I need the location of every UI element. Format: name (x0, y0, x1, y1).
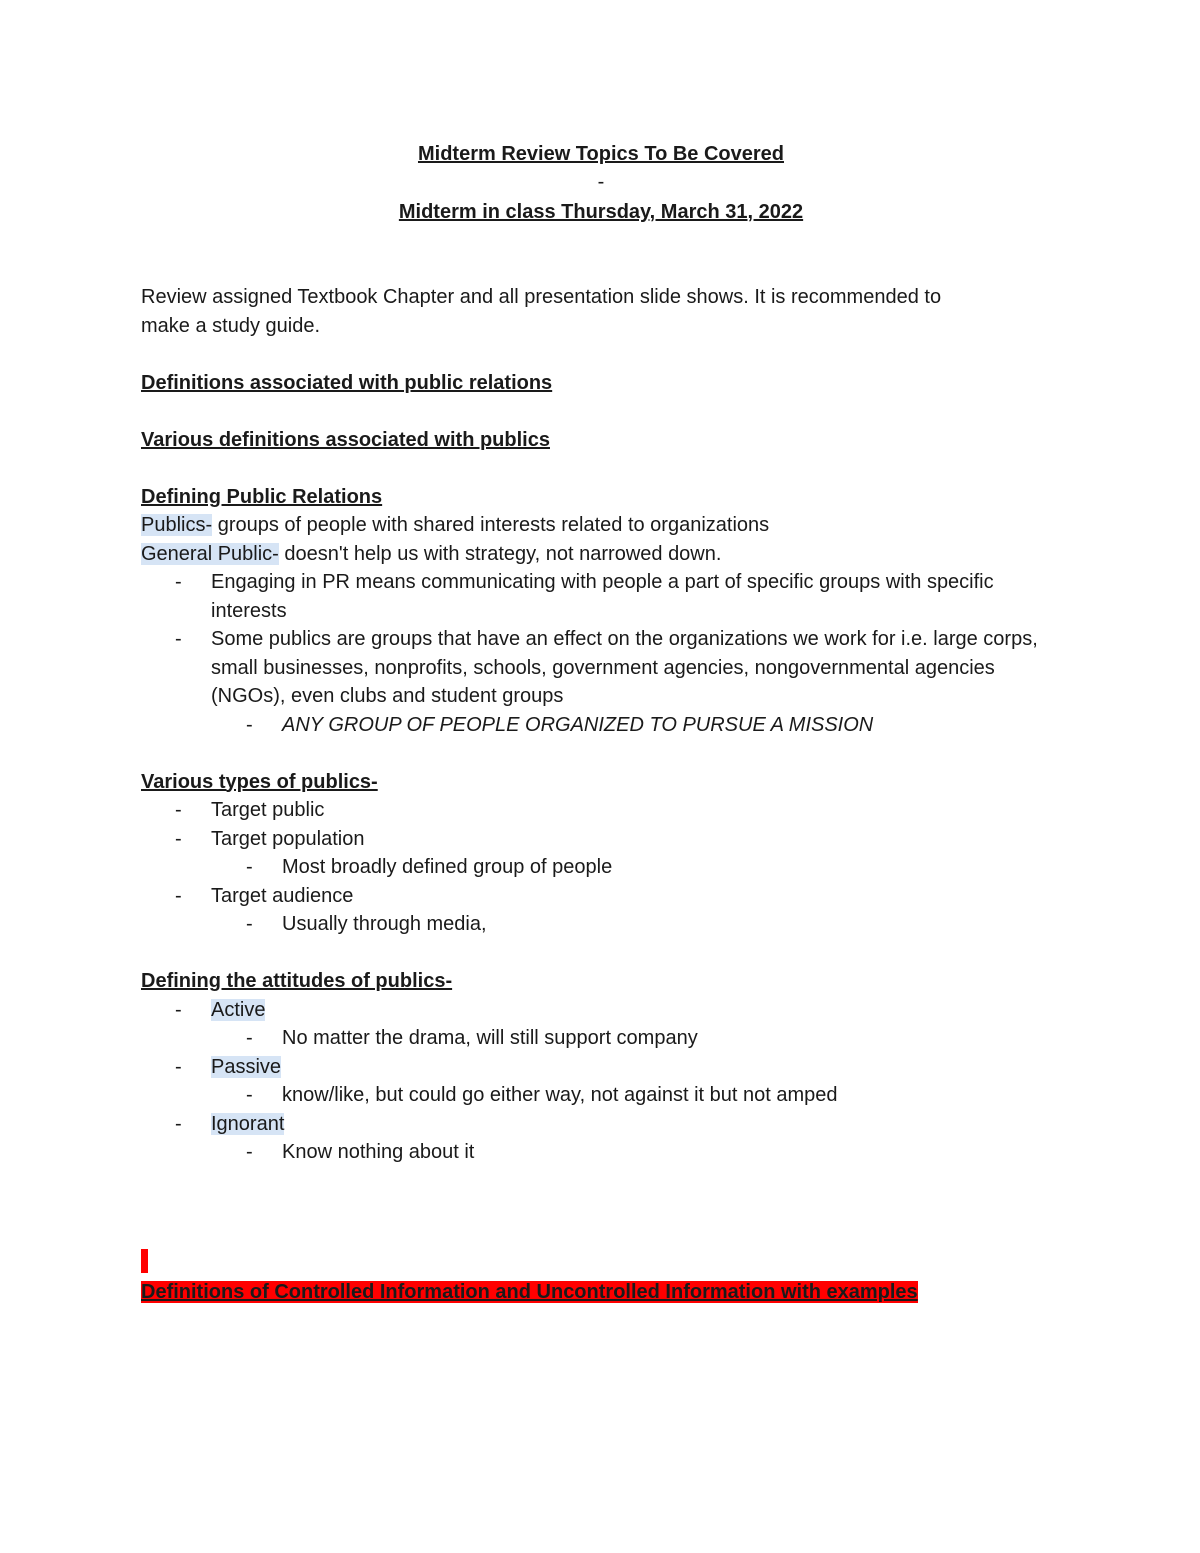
list-item: - ANY GROUP OF PEOPLE ORGANIZED TO PURSUE A MISSION (246, 713, 874, 736)
list-item: - Some publics are groups that have an effect on the organizations we work for i.e. large corps, small businesses, nonprofits, schools, government agencies, nongovernmental agencies (NGOs), even clubs and student groups (175, 628, 1038, 707)
list-item: - Target audience (175, 884, 354, 907)
document-page (141, 140, 1061, 1167)
general-public-definition (141, 540, 1061, 569)
list-item: - No matter the drama, will still support company (246, 1027, 698, 1049)
attitudes-list (141, 996, 1061, 1025)
title-separator: - (597, 171, 605, 193)
general-public-term: General Public- (141, 542, 279, 565)
heading-definitions-publics: Various definitions associated with publics (141, 428, 550, 451)
red-highlight-mark (141, 1249, 148, 1273)
list-item: - Active (175, 998, 266, 1021)
intro-line-1: Review assigned Textbook Chapter and all presentation slide shows. It is recommended to (141, 286, 942, 308)
heading-types-publics: Various types of publics- (141, 770, 378, 793)
heading-attitudes: Defining the attitudes of publics- (141, 970, 453, 992)
document-subtitle: Midterm in class Thursday, March 31, 2022 (398, 201, 804, 223)
publics-def: groups of people with shared interests related to organizations (212, 514, 770, 536)
list-item: - Usually through media, (246, 913, 487, 935)
heading-controlled-info: Definitions of Controlled Information and Uncontrolled Information with examples (141, 1281, 918, 1303)
publics-definition (141, 511, 1061, 540)
types-list (141, 796, 1061, 853)
types-sublist-2 (141, 910, 1061, 939)
defining-pr-sublist (141, 711, 1061, 740)
heading-definitions-pr: Definitions associated with public relations (141, 371, 553, 394)
document-title: Midterm Review Topics To Be Covered (417, 143, 784, 165)
types-list-2 (141, 882, 1061, 911)
list-item: - Most broadly defined group of people (246, 856, 613, 878)
intro-paragraph (141, 283, 1061, 340)
list-item: - Engaging in PR means communicating with people a part of specific groups with specific interests (175, 571, 994, 622)
defining-pr-list (141, 568, 1061, 711)
list-item: - Know nothing about it (246, 1141, 475, 1163)
list-item: - know/like, but could go either way, not against it but not amped (246, 1084, 838, 1106)
list-item: - Passive (175, 1055, 282, 1078)
general-public-def: doesn't help us with strategy, not narrowed down. (278, 542, 722, 565)
list-item: - Target population (175, 827, 365, 850)
heading-defining-pr: Defining Public Relations (141, 485, 383, 508)
list-item: - Ignorant (175, 1112, 285, 1135)
publics-term: Publics- (141, 514, 213, 536)
controlled-info-heading-line (141, 1278, 918, 1306)
list-item: - Target public (175, 799, 325, 821)
types-sublist (141, 853, 1061, 882)
intro-line-2: make a study guide. (141, 314, 320, 337)
